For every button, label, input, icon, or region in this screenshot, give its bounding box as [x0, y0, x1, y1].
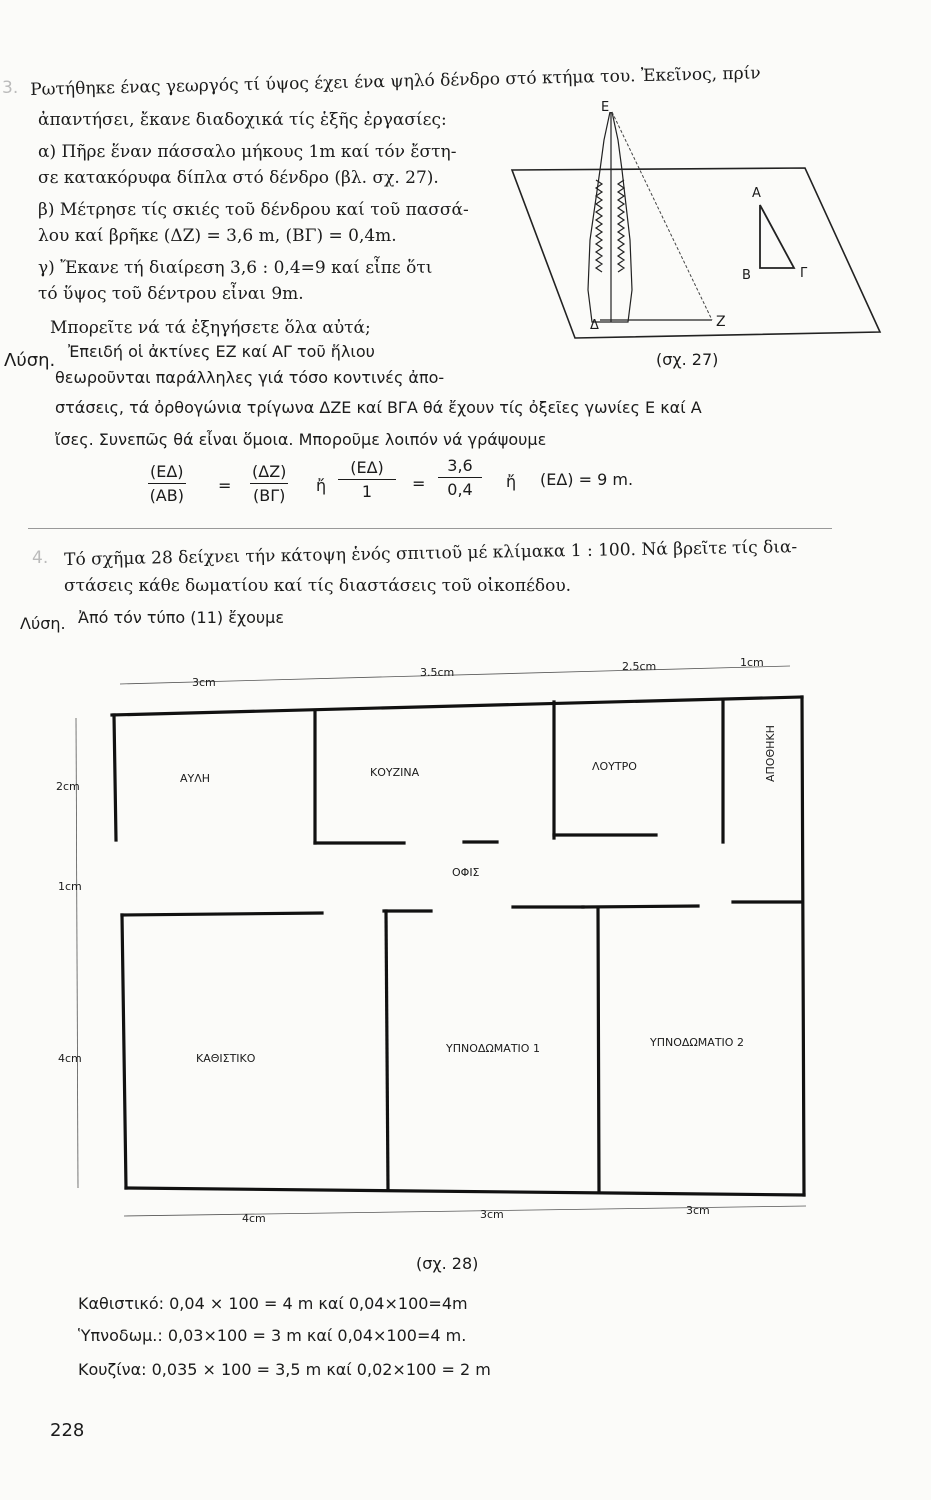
point-label-a: Α: [752, 186, 761, 201]
or-word: ἤ: [316, 476, 327, 495]
bottom-dim-3: 3cm: [686, 1204, 710, 1217]
page-number: 228: [50, 1420, 85, 1441]
point-label-b: Β: [742, 268, 751, 283]
fraction-numerator: (ΔΖ): [250, 462, 288, 484]
problem-3-solution-label: Λύση.: [4, 350, 56, 371]
problem-3-item-c-2: τό ὕψος τοῦ δέντρου εἶναι 9m.: [38, 284, 304, 304]
calc-bedroom: Ὑπνοδωμ.: 0,03×100 = 3 m καί 0,04×100=4 m.: [78, 1326, 467, 1345]
problem-3-solution-1: Ἐπειδή οἱ ἀκτίνες ΕΖ καί ΑΓ τοῦ ἥλιου: [68, 342, 375, 361]
left-dim-2: 1cm: [58, 880, 82, 893]
problem-3-solution-2: θεωροῦνται παράλληλες γιά τόσο κοντινές ἀπο-: [55, 368, 445, 387]
top-dim-4: 1cm: [740, 656, 764, 669]
dimension-lines: [76, 666, 806, 1216]
fraction-denominator: (ΒΓ): [253, 486, 286, 505]
ground-plane: [512, 168, 880, 338]
figure-28-caption: (σχ. 28): [416, 1254, 479, 1273]
problem-3-item-c-1: γ) Ἔκανε τή διαίρεση 3,6 : 0,4=9 καί εἶπε ὅτι: [38, 258, 433, 278]
problem-3-solution-4: ἴσες. Συνεπῶς θά εἶναι ὅμοια. Μποροῦμε λοιπόν νά γράψουμε: [55, 430, 547, 449]
problem-3-solution-3: στάσεις, τά ὀρθογώνια τρίγωνα ΔΖΕ καί ΒΓΑ θά ἔχουν τίς ὀξεῖες γωνίες Ε καί Α: [55, 398, 702, 417]
left-dim-1: 2cm: [56, 780, 80, 793]
room-storage: ΑΠΟΘΗΚΗ: [764, 725, 777, 782]
point-label-g: Γ: [800, 266, 808, 281]
top-dim-1: 3cm: [192, 676, 216, 689]
point-label-z: Ζ: [716, 314, 726, 330]
problem-3-line-2: ἀπαντήσει, ἔκανε διαδοχικά τίς ἑξῆς ἐργασίες:: [38, 110, 447, 130]
room-bedroom-1: ΥΠΝΟΔΩΜΑΤΙΟ 1: [446, 1042, 540, 1055]
problem-3-item-a-2: σε κατακόρυφα δίπλα στό δένδρο (βλ. σχ. 27).: [38, 168, 439, 188]
fraction-numerator: 3,6: [438, 456, 482, 478]
bottom-dim-1: 4cm: [242, 1212, 266, 1225]
fraction-denominator: (ΑΒ): [149, 486, 184, 505]
room-living: ΚΑΘΙΣΤΙΚΟ: [196, 1052, 256, 1065]
problem-3-item-a-1: α) Πῆρε ἕναν πάσσαλο μήκους 1m καί τόν ἔστη-: [38, 142, 457, 162]
problem-4-line-2: στάσεις κάθε δωματίου καί τίς διαστάσεις τοῦ οἰκοπέδου.: [64, 576, 572, 596]
floor-plan-walls: [112, 697, 804, 1195]
problem-3-line-1: Ρωτήθηκε ένας γεωργός τί ύψος έχει ένα ψηλό δένδρο στό κτήμα του. Ἐκεῖνος, πρίν: [30, 63, 761, 100]
equals-sign: =: [218, 476, 232, 495]
bottom-dim-2: 3cm: [480, 1208, 504, 1221]
fraction-numerator: (ΕΔ): [148, 462, 186, 484]
fraction-denominator: 1: [361, 482, 373, 501]
figure-27-caption: (σχ. 27): [656, 350, 719, 369]
fraction-numerator: (ΕΔ): [338, 458, 396, 480]
equation-result: (ΕΔ) = 9 m.: [540, 470, 634, 489]
problem-3-item-b-1: β) Μέτρησε τίς σκιές τοῦ δένδρου καί τοῦ πασσά-: [38, 200, 469, 220]
or-word: ἤ: [506, 472, 517, 491]
room-bedroom-2: ΥΠΝΟΔΩΜΑΤΙΟ 2: [650, 1036, 744, 1049]
problem-4-line-1: Τό σχῆμα 28 δείχνει τήν κάτοψη ἑνός σπιτιοῦ μέ κλίμακα 1 : 100. Νά βρεῖτε τίς δια-: [64, 537, 798, 570]
stake-triangle: [760, 205, 794, 268]
left-dim-3: 4cm: [58, 1052, 82, 1065]
section-divider: [28, 528, 832, 529]
room-bath: ΛΟΥΤΡΟ: [592, 760, 637, 773]
problem-4-solution-1: Ἀπό τόν τύπο (11) ἔχουμε: [78, 608, 284, 627]
room-office: ΟΦΙΣ: [452, 866, 480, 879]
problem-3-question: Μπορεῖτε νά τά ἐξηγήσετε ὅλα αὐτά;: [50, 318, 371, 338]
room-yard: ΑΥΛΗ: [180, 772, 211, 785]
point-label-d: Δ: [590, 318, 599, 333]
equals-sign: =: [412, 474, 426, 493]
problem-3-item-b-2: λου καί βρῆκε (ΔΖ) = 3,6 m, (ΒΓ) = 0,4m.: [38, 226, 397, 246]
tree-drawing: [588, 112, 712, 322]
point-label-e: Ε: [601, 100, 610, 115]
problem-4-number: 4.: [32, 548, 49, 568]
problem-3-number: 3.: [2, 78, 19, 98]
problem-4-solution-label: Λύση.: [20, 614, 66, 633]
room-kitchen: ΚΟΥΖΙΝΑ: [370, 766, 420, 779]
calc-living-room: Καθιστικό: 0,04 × 100 = 4 m καί 0,04×100=4m: [78, 1294, 468, 1313]
top-dim-2: 3.5cm: [420, 666, 455, 679]
calc-kitchen: Κουζίνα: 0,035 × 100 = 3,5 m καί 0,02×100 = 2 m: [78, 1360, 491, 1379]
top-dim-3: 2.5cm: [622, 660, 657, 673]
fraction-denominator: 0,4: [447, 480, 473, 499]
